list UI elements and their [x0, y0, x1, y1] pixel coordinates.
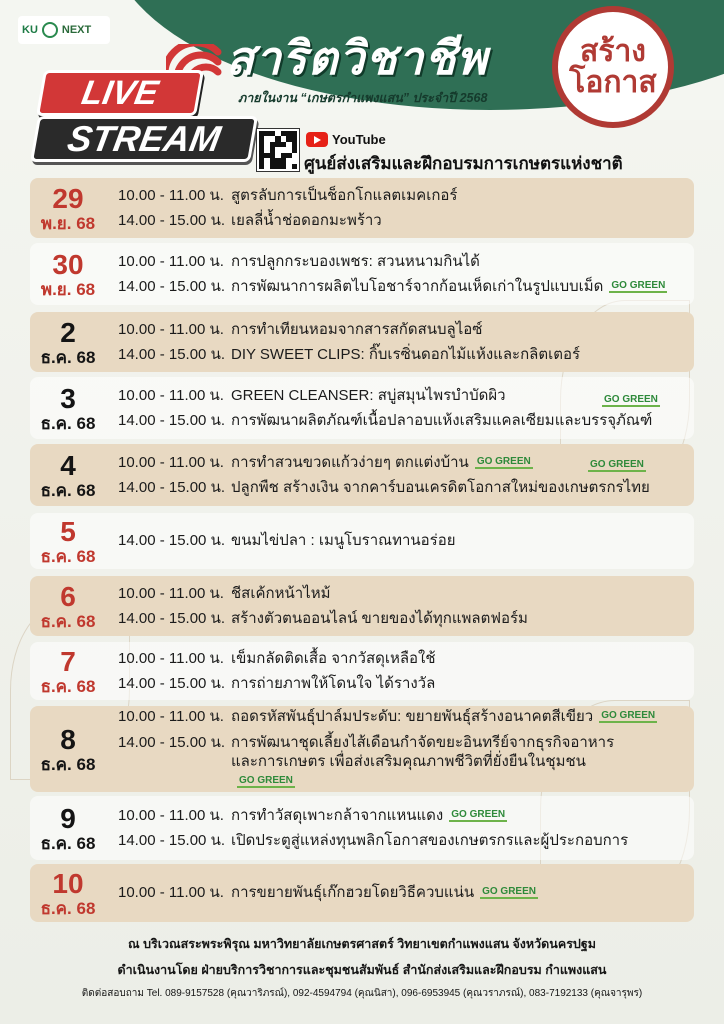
page-subtitle: ภายในงาน “เกษตรกำแพงแสน” ประจำปี 2568 — [238, 91, 488, 105]
stream-text: STREAM — [64, 118, 224, 159]
schedule-date — [30, 645, 106, 696]
schedule-month: ธ.ค. 68 — [40, 546, 96, 566]
schedule-day: 29 — [52, 182, 84, 214]
schedule-month: ธ.ค. 68 — [40, 611, 96, 631]
schedule-date — [30, 316, 106, 367]
session-topic: เปิดประตูสู่แหล่งทุนพลิกโอกาสของเกษตรกรและผู้ประกอบการ — [231, 832, 629, 849]
schedule-sessions — [106, 584, 694, 629]
session-topic: การพัฒนาชุดเลี้ยงไส้เดือนกำจัดขยะอินทรีย์จากธุรกิจอาหาร — [231, 733, 615, 751]
ku-logo: KU — [22, 24, 38, 36]
schedule-date — [30, 382, 106, 433]
schedule-date — [30, 723, 106, 774]
footer-contact: ติดต่อสอบถาม Tel. 089-9157528 (คุณวาริภรณ์), 092-4594794 (คุณนิสา), 096-6953945 (คุณวราภรณ์), 083-7192133 (คุณจารุพร) — [81, 988, 643, 999]
schedule-row — [30, 576, 694, 636]
stream-badge — [30, 116, 258, 162]
youtube-icon — [306, 132, 328, 147]
session-topic-wrap — [231, 707, 694, 727]
schedule-date — [30, 802, 106, 853]
channel-name: ศูนย์ส่งเสริมและฝึกอบรมการเกษตรแห่งชาติ — [304, 154, 623, 173]
schedule-month: ธ.ค. 68 — [40, 676, 96, 696]
qr-code[interactable] — [256, 128, 300, 172]
session-item — [106, 584, 694, 604]
session-topic-line-2: และการเกษตร เพื่อส่งเสริมคุณภาพชีวิตที่ยั่งยืนในชุมชน — [231, 753, 586, 770]
go-green-badge: GO GREEN — [611, 280, 666, 292]
session-topic: สร้างตัวตนออนไลน์ ขายของได้ทุกแพลตฟอร์ม — [231, 610, 528, 627]
session-topic-wrap — [231, 806, 694, 826]
schedule-sessions — [106, 320, 694, 365]
live-text: LIVE — [78, 73, 162, 112]
schedule-date — [30, 182, 106, 233]
session-time: 10.00 - 11.00 น. — [118, 252, 224, 270]
session-topic-wrap — [231, 211, 694, 231]
schedule-day: 6 — [60, 580, 76, 612]
session-topic: การทำเทียนหอมจากสารสกัดสนบลูไอซ์ — [231, 320, 483, 338]
session-time: 14.00 - 15.00 น. — [118, 733, 225, 751]
schedule-row — [30, 796, 694, 860]
schedule-row — [30, 642, 694, 700]
session-item — [106, 252, 694, 272]
session-item — [106, 649, 694, 669]
schedule-day: 8 — [60, 723, 76, 755]
live-badge — [36, 70, 204, 116]
session-topic: DIY SWEET CLIPS: กิ๊บเรซิ่นดอกไม้แห้งและกลิตเตอร์ — [231, 346, 581, 363]
session-topic: เข็มกลัดติดเสื้อ จากวัสดุเหลือใช้ — [231, 649, 436, 667]
schedule-month: ธ.ค. 68 — [40, 754, 96, 774]
schedule-date — [30, 449, 106, 500]
session-topic-wrap — [231, 345, 694, 365]
session-topic: เยลลี่น้ำช่อดอกมะพร้าว — [231, 212, 382, 229]
schedule-sessions — [106, 707, 694, 791]
session-item — [106, 831, 694, 851]
session-time: 14.00 - 15.00 น. — [118, 346, 225, 363]
session-item — [106, 674, 694, 694]
session-item — [106, 277, 694, 297]
schedule-day: 4 — [60, 449, 76, 481]
session-topic: ถอดรหัสพันธุ์ปาล์มประดับ: ขยายพันธุ์สร้างอนาคตสีเขียว — [231, 708, 594, 725]
session-topic-wrap — [231, 411, 694, 431]
next-logo: NEXT — [61, 24, 92, 36]
schedule-date — [30, 580, 106, 631]
schedule-month: ธ.ค. 68 — [40, 413, 96, 433]
session-time: 10.00 - 11.00 น. — [118, 186, 224, 204]
session-time: 10.00 - 11.00 น. — [118, 806, 224, 824]
session-time: 10.00 - 11.00 น. — [118, 320, 224, 338]
session-topic-wrap — [231, 252, 694, 272]
schedule-day: 30 — [52, 248, 84, 280]
session-item — [106, 320, 694, 340]
session-time: 14.00 - 15.00 น. — [118, 832, 225, 849]
schedule-row — [30, 706, 694, 792]
schedule-sessions — [106, 531, 694, 551]
schedule-sessions — [106, 883, 694, 903]
session-topic: การพัฒนาการผลิตไบโอชาร์จากก้อนเห็ดเก่าในรูปแบบเม็ด — [231, 278, 604, 295]
page-title: สาริตวิชาชีพ — [226, 32, 488, 84]
go-green-badge: GO GREEN — [601, 710, 656, 722]
schedule-day: 5 — [60, 515, 76, 547]
emblem-icon — [42, 22, 58, 38]
youtube-link[interactable] — [306, 132, 386, 147]
session-topic: การขยายพันธุ์เก๊กฮวยโดยวิธีควบแน่น — [231, 884, 475, 902]
session-item — [106, 707, 694, 727]
session-topic-wrap — [231, 186, 694, 206]
schedule-sessions — [106, 386, 694, 431]
schedule-day: 10 — [52, 867, 84, 899]
session-item — [106, 531, 694, 551]
session-item — [106, 186, 694, 206]
session-time: 14.00 - 15.00 น. — [118, 212, 225, 229]
session-item — [106, 806, 694, 826]
schedule-row — [30, 513, 694, 569]
partner-logos — [18, 16, 110, 44]
session-item — [106, 345, 694, 365]
session-topic: ขนมไข่ปลา : เมนูโบราณทานอร่อย — [231, 532, 456, 550]
schedule-row — [30, 377, 694, 439]
go-green-badge: GO GREEN — [451, 808, 506, 820]
schedule-day: 7 — [60, 645, 76, 677]
session-time: 14.00 - 15.00 น. — [118, 675, 225, 692]
session-topic-wrap — [231, 831, 694, 851]
schedule-row — [30, 312, 694, 372]
session-topic: การถ่ายภาพให้โดนใจ ได้รางวัล — [231, 675, 436, 692]
session-topic: การทำสวนขวดแก้วง่ายๆ ตกแต่งบ้าน — [231, 453, 469, 471]
session-time: 14.00 - 15.00 น. — [118, 479, 225, 496]
schedule-month: ธ.ค. 68 — [40, 347, 96, 367]
session-topic: GREEN CLEANSER: สบู่สมุนไพรบำบัดผิว — [231, 386, 506, 404]
schedule-date — [30, 867, 106, 918]
session-topic-wrap — [231, 531, 694, 551]
session-topic: ปลูกพืช สร้างเงิน จากคาร์บอนเครดิตโอกาสใหม่ของเกษตรกรไทย — [231, 479, 650, 496]
session-topic-wrap — [231, 277, 694, 297]
session-item — [106, 883, 694, 903]
session-topic: ชีสเค้กหน้าไหม้ — [231, 584, 331, 602]
session-time: 10.00 - 11.00 น. — [118, 386, 224, 404]
stamp-line-2: โอกาส — [569, 66, 657, 99]
session-topic-wrap — [231, 733, 694, 792]
schedule-date — [30, 515, 106, 566]
go-green-badge: GO GREEN — [590, 459, 644, 470]
footer — [0, 932, 724, 1001]
schedule-sessions — [106, 649, 694, 694]
session-time: 10.00 - 11.00 น. — [118, 584, 224, 602]
session-topic: การทำวัสดุเพาะกล้าจากแหนแดง — [231, 806, 444, 824]
session-topic-wrap — [231, 883, 694, 903]
session-item — [106, 733, 694, 792]
youtube-label: YouTube — [332, 132, 386, 147]
schedule-month: ธ.ค. 68 — [40, 833, 96, 853]
go-green-badge: GO GREEN — [239, 774, 293, 786]
schedule-month: พ.ย. 68 — [40, 213, 96, 233]
schedule-sessions — [106, 186, 694, 231]
session-item — [106, 609, 694, 629]
schedule-month: ธ.ค. 68 — [40, 480, 96, 500]
schedule-row — [30, 243, 694, 305]
session-time: 10.00 - 11.00 น. — [118, 884, 224, 902]
session-time: 14.00 - 15.00 น. — [118, 532, 225, 550]
session-time: 14.00 - 15.00 น. — [118, 278, 225, 295]
session-item — [106, 478, 694, 498]
session-topic-wrap — [231, 649, 694, 669]
session-topic: การพัฒนาผลิตภัณฑ์เนื้อปลาอบแห้งเสริมแคลเซียมและบรรจุภัณฑ์ — [231, 412, 653, 429]
go-green-badge: GO GREEN — [604, 394, 658, 405]
schedule-sessions — [106, 252, 694, 297]
schedule-sessions — [106, 806, 694, 851]
session-topic-wrap — [231, 478, 694, 498]
schedule-day: 3 — [60, 382, 76, 414]
session-topic-wrap — [231, 609, 694, 629]
session-item — [106, 211, 694, 231]
schedule-day: 9 — [60, 802, 76, 834]
schedule-row — [30, 444, 694, 506]
go-green-badge: GO GREEN — [482, 886, 536, 898]
schedule-date — [30, 248, 106, 299]
opportunity-stamp — [552, 6, 674, 128]
schedule-month: ธ.ค. 68 — [40, 898, 96, 918]
schedule-row — [30, 178, 694, 238]
session-topic-wrap — [231, 584, 694, 604]
session-topic: การปลูกกระบองเพชร: สวนหนามกินได้ — [231, 252, 480, 270]
session-time: 10.00 - 11.00 น. — [118, 708, 224, 725]
footer-organizer: ดำเนินงานโดย ฝ่ายบริการวิชาการและชุมชนสัมพันธ์ สำนักส่งเสริมและฝึกอบรม กำแพงแสน — [117, 963, 607, 977]
schedule-month: พ.ย. 68 — [40, 279, 96, 299]
session-topic-wrap — [231, 674, 694, 694]
schedule-row — [30, 864, 694, 922]
session-time: 10.00 - 11.00 น. — [118, 649, 224, 667]
session-time: 14.00 - 15.00 น. — [118, 412, 225, 429]
session-time: 14.00 - 15.00 น. — [118, 610, 225, 627]
session-item — [106, 411, 694, 431]
stamp-line-1: สร้าง — [580, 34, 646, 68]
session-time: 10.00 - 11.00 น. — [118, 453, 224, 471]
schedule-day: 2 — [60, 316, 76, 348]
session-topic: สูตรลับการเป็นช็อกโกแลตเมคเกอร์ — [231, 186, 458, 204]
session-topic-wrap — [231, 320, 694, 340]
go-green-badge: GO GREEN — [476, 455, 531, 467]
footer-location: ณ บริเวณสระพระพิรุณ มหาวิทยาลัยเกษตรศาสตร์ วิทยาเขตกำแพงแสน จังหวัดนครปฐม — [128, 937, 596, 951]
